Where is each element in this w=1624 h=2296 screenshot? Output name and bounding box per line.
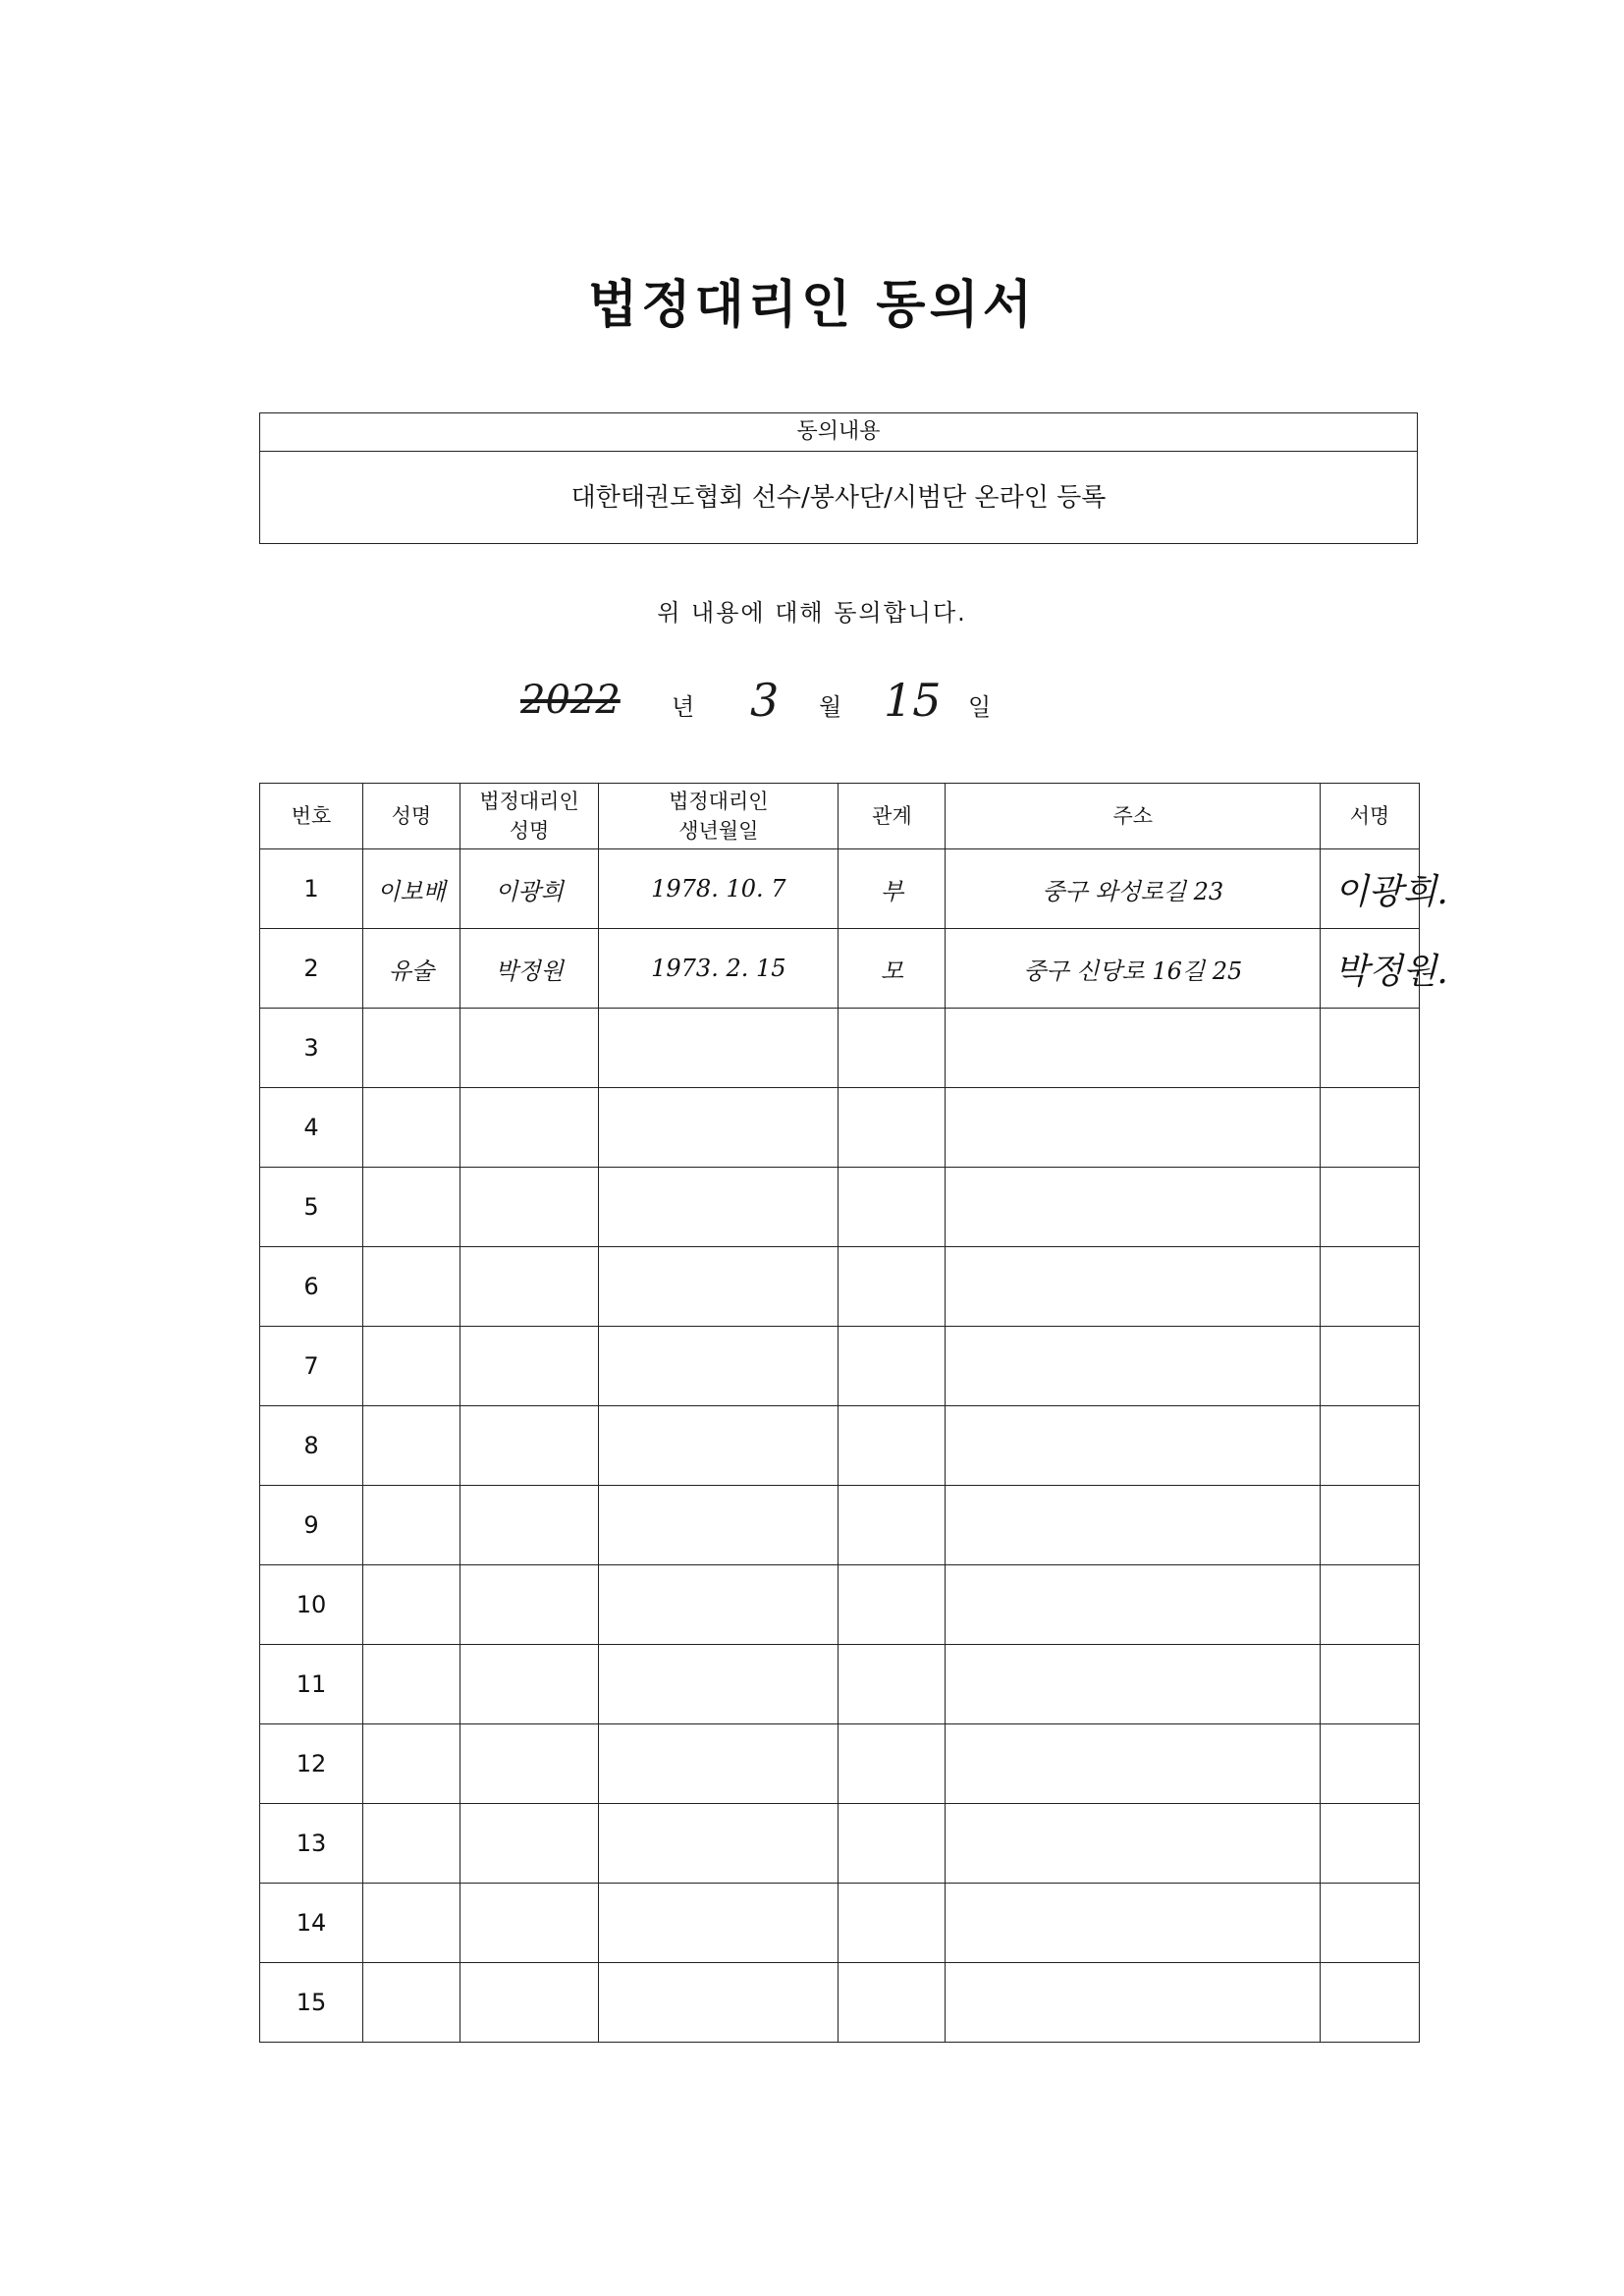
cell-relation [839, 1804, 946, 1884]
cell-signature [1321, 1406, 1420, 1486]
header-address: 주소 [946, 784, 1321, 849]
cell-relation [839, 1884, 946, 1963]
cell-relation [839, 1406, 946, 1486]
cell-signature [1321, 1565, 1420, 1645]
cell-guardian-name [460, 1486, 598, 1565]
table-row [260, 1009, 1420, 1088]
cell-relation [839, 1168, 946, 1247]
table-row [260, 1168, 1420, 1247]
cell-guardian-birth [599, 1247, 839, 1327]
cell-guardian-name [460, 1327, 598, 1406]
cell-signature [1321, 1724, 1420, 1804]
cell-guardian-birth [599, 1088, 839, 1168]
cell-guardian-name [460, 1088, 598, 1168]
date-line [511, 674, 1041, 733]
table-row [260, 1486, 1420, 1565]
cell-relation [839, 1724, 946, 1804]
cell-relation [839, 1088, 946, 1168]
cell-name [362, 1327, 460, 1406]
cell-guardian-birth [599, 1565, 839, 1645]
cell-relation [839, 1645, 946, 1724]
cell-signature [1321, 1804, 1420, 1884]
cell-no: 14 [260, 1884, 363, 1963]
cell-relation [839, 1247, 946, 1327]
cell-address [946, 1247, 1321, 1327]
cell-no: 8 [260, 1406, 363, 1486]
table-row [260, 1884, 1420, 1963]
table-row [260, 1406, 1420, 1486]
document-title: 법정대리인 동의서 [588, 276, 1036, 335]
cell-guardian-name [460, 1804, 598, 1884]
cell-name [362, 1406, 460, 1486]
cell-guardian-name [460, 1009, 598, 1088]
cell-guardian-name [460, 1247, 598, 1327]
table-row [260, 1963, 1420, 2043]
cell-no: 11 [260, 1645, 363, 1724]
cell-guardian-birth: 1973. 2. 15 [599, 929, 839, 1009]
cell-name: 이보배 [362, 849, 460, 929]
date-year-label: 년 [672, 693, 695, 721]
cell-relation [839, 1327, 946, 1406]
cell-no: 15 [260, 1963, 363, 2043]
cell-no: 3 [260, 1009, 363, 1088]
table-row [260, 1247, 1420, 1327]
signature-text: 이광희. [1334, 871, 1448, 912]
cell-address [946, 1009, 1321, 1088]
agreement-statement: 위 내용에 대해 동의합니다. [657, 599, 967, 627]
cell-no: 5 [260, 1168, 363, 1247]
cell-no: 12 [260, 1724, 363, 1804]
table-row [260, 1724, 1420, 1804]
cell-name: 유술 [362, 929, 460, 1009]
cell-signature [1321, 929, 1448, 1009]
cell-signature [1321, 1963, 1420, 2043]
cell-guardian-birth [599, 1009, 839, 1088]
cell-name [362, 1247, 460, 1327]
header-signature: 서명 [1321, 784, 1420, 849]
cell-no: 9 [260, 1486, 363, 1565]
header-no: 번호 [260, 784, 363, 849]
cell-guardian-name [460, 1406, 598, 1486]
table-row [260, 1804, 1420, 1884]
cell-guardian-birth: 1978. 10. 7 [599, 849, 839, 929]
cell-name [362, 1884, 460, 1963]
cell-signature [1321, 1327, 1420, 1406]
date-month-label: 월 [819, 693, 842, 721]
cell-guardian-birth [599, 1327, 839, 1406]
cell-guardian-name [460, 1645, 598, 1724]
cell-address: 중구 신당로 16길 25 [946, 929, 1321, 1009]
cell-relation [839, 1565, 946, 1645]
cell-address [946, 1884, 1321, 1963]
cell-guardian-name [460, 1884, 598, 1963]
cell-guardian-birth [599, 1486, 839, 1565]
cell-relation: 부 [839, 849, 946, 929]
cell-no: 7 [260, 1327, 363, 1406]
guardian-table [259, 783, 1448, 2043]
cell-signature [1321, 1645, 1420, 1724]
cell-name [362, 1088, 460, 1168]
cell-guardian-name [460, 1565, 598, 1645]
cell-signature [1321, 1247, 1420, 1327]
cell-guardian-name: 박정원 [460, 929, 598, 1009]
cell-address [946, 1645, 1321, 1724]
consent-header: 동의내용 [260, 413, 1417, 452]
cell-signature [1321, 1486, 1420, 1565]
date-month: 3 [750, 674, 780, 727]
cell-name [362, 1565, 460, 1645]
cell-address [946, 1963, 1321, 2043]
header-guardian-name: 법정대리인 성명 [460, 784, 598, 849]
cell-guardian-birth [599, 1804, 839, 1884]
cell-no: 10 [260, 1565, 363, 1645]
table-row [260, 1565, 1420, 1645]
cell-no: 6 [260, 1247, 363, 1327]
cell-address [946, 1168, 1321, 1247]
cell-address [946, 1804, 1321, 1884]
table-header-row [260, 784, 1420, 849]
cell-address [946, 1088, 1321, 1168]
table-row [260, 1327, 1420, 1406]
table-row [260, 929, 1420, 1009]
cell-relation [839, 1009, 946, 1088]
cell-name [362, 1963, 460, 2043]
cell-address [946, 1406, 1321, 1486]
table-row [260, 849, 1420, 929]
cell-guardian-birth [599, 1724, 839, 1804]
cell-signature [1321, 1884, 1420, 1963]
cell-name [362, 1724, 460, 1804]
cell-guardian-birth [599, 1406, 839, 1486]
cell-signature [1321, 1009, 1420, 1088]
consent-box [259, 412, 1418, 544]
cell-name [362, 1804, 460, 1884]
cell-no: 1 [260, 849, 363, 929]
date-year: 2022 [520, 678, 621, 723]
cell-name [362, 1009, 460, 1088]
cell-no: 2 [260, 929, 363, 1009]
cell-guardian-name [460, 1168, 598, 1247]
cell-name [362, 1486, 460, 1565]
table-body [260, 849, 1448, 2043]
cell-address [946, 1565, 1321, 1645]
cell-no: 4 [260, 1088, 363, 1168]
cell-relation: 모 [839, 929, 946, 1009]
cell-signature [1321, 1088, 1420, 1168]
cell-name [362, 1645, 460, 1724]
cell-guardian-name: 이광희 [460, 849, 598, 929]
table-row [260, 1088, 1420, 1168]
cell-address: 중구 와성로길 23 [946, 849, 1321, 929]
cell-guardian-birth [599, 1963, 839, 2043]
cell-address [946, 1724, 1321, 1804]
cell-guardian-name [460, 1963, 598, 2043]
cell-signature [1321, 1168, 1420, 1247]
table-row [260, 1645, 1420, 1724]
cell-guardian-name [460, 1724, 598, 1804]
cell-relation [839, 1963, 946, 2043]
cell-no: 13 [260, 1804, 363, 1884]
consent-content: 대한태권도협회 선수/봉사단/시범단 온라인 등록 [570, 483, 1107, 513]
cell-guardian-birth [599, 1168, 839, 1247]
cell-relation [839, 1486, 946, 1565]
cell-guardian-birth [599, 1645, 839, 1724]
cell-address [946, 1486, 1321, 1565]
cell-address [946, 1327, 1321, 1406]
signature-text: 박정원. [1334, 951, 1448, 992]
cell-guardian-birth [599, 1884, 839, 1963]
header-relation: 관계 [839, 784, 946, 849]
date-day-label: 일 [968, 693, 992, 721]
header-name: 성명 [362, 784, 460, 849]
cell-signature [1321, 849, 1448, 929]
cell-name [362, 1168, 460, 1247]
header-guardian-birth: 법정대리인 생년월일 [599, 784, 839, 849]
date-day: 15 [884, 674, 942, 727]
